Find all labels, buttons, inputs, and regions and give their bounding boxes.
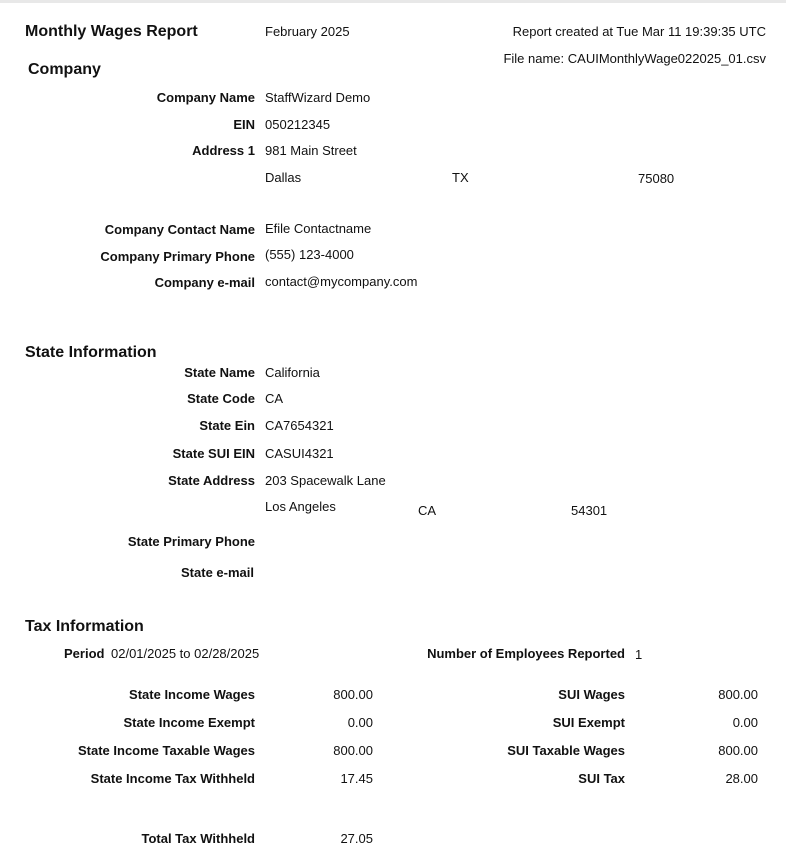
tax-section-title: Tax Information <box>25 618 144 635</box>
state-income-tax-withheld-value: 17.45 <box>340 771 373 786</box>
tax-period-label: Period <box>64 646 105 661</box>
state-income-exempt-value: 0.00 <box>347 715 373 730</box>
report-created: Report created at Tue Mar 11 19:39:35 UTC <box>512 24 766 39</box>
state-income-taxable-label: State Income Taxable Wages <box>77 743 255 758</box>
state-income-wages-value: 800.00 <box>333 687 373 702</box>
state-income-exempt-label: State Income Exempt <box>123 715 255 730</box>
report-period: February 2025 <box>265 24 350 39</box>
state-address1: 203 Spacewalk Lane <box>265 473 386 488</box>
state-phone-label: State Primary Phone <box>127 534 255 549</box>
state-zip: 54301 <box>571 503 608 518</box>
company-name: StaffWizard Demo <box>265 90 371 105</box>
state-name-label: State Name <box>184 365 255 380</box>
sui-wages-value: 800.00 <box>718 687 758 702</box>
company-phone-label: Company Primary Phone <box>100 249 255 264</box>
company-ein-label: EIN <box>233 117 255 132</box>
state-ein-label: State Ein <box>199 418 255 433</box>
company-ein: 050212345 <box>265 117 331 132</box>
total-tax-withheld-value: 27.05 <box>340 831 373 846</box>
state-income-tax-withheld-label: State Income Tax Withheld <box>90 771 255 786</box>
company-address1: 981 Main Street <box>265 143 357 158</box>
sui-taxable-wages-label: SUI Taxable Wages <box>507 743 625 758</box>
state-income-wages-label: State Income Wages <box>129 687 255 702</box>
state-email-label: State e-mail <box>181 565 254 580</box>
employees-label: Number of Employees Reported <box>427 646 625 661</box>
state-city: Los Angeles <box>265 499 336 514</box>
state-ein: CA7654321 <box>265 418 334 433</box>
state-state: CA <box>418 503 437 518</box>
file-name: File name: CAUIMonthlyWage022025_01.csv <box>503 51 766 66</box>
total-tax-withheld-label: Total Tax Withheld <box>141 831 255 846</box>
sui-wages-label: SUI Wages <box>558 687 625 702</box>
state-sui-ein: CASUI4321 <box>265 446 334 461</box>
company-email-label: Company e-mail <box>154 275 255 290</box>
sui-taxable-wages-value: 800.00 <box>718 743 758 758</box>
company-name-label: Company Name <box>156 90 255 105</box>
sui-exempt-label: SUI Exempt <box>552 715 625 730</box>
state-code-label: State Code <box>187 391 255 406</box>
company-city: Dallas <box>265 170 302 185</box>
state-address-label: State Address <box>168 473 255 488</box>
state-income-taxable-value: 800.00 <box>333 743 373 758</box>
company-email: contact@mycompany.com <box>265 274 418 289</box>
tax-period: 02/01/2025 to 02/28/2025 <box>111 646 260 661</box>
top-divider <box>0 0 786 3</box>
company-contact: Efile Contactname <box>265 221 372 236</box>
state-sui-ein-label: State SUI EIN <box>172 446 255 461</box>
state-code: CA <box>265 391 284 406</box>
report-title: Monthly Wages Report <box>25 23 198 40</box>
company-section-title: Company <box>28 61 101 78</box>
company-address-label: Address 1 <box>192 143 255 158</box>
company-phone: (555) 123-4000 <box>265 247 354 262</box>
state-section-title: State Information <box>25 344 157 361</box>
sui-tax-value: 28.00 <box>725 771 758 786</box>
sui-tax-label: SUI Tax <box>578 771 625 786</box>
sui-exempt-value: 0.00 <box>732 715 758 730</box>
company-state: TX <box>452 170 469 185</box>
company-contact-label: Company Contact Name <box>104 222 255 237</box>
employees-count: 1 <box>635 647 643 662</box>
company-zip: 75080 <box>638 171 675 186</box>
state-name: California <box>265 365 320 380</box>
